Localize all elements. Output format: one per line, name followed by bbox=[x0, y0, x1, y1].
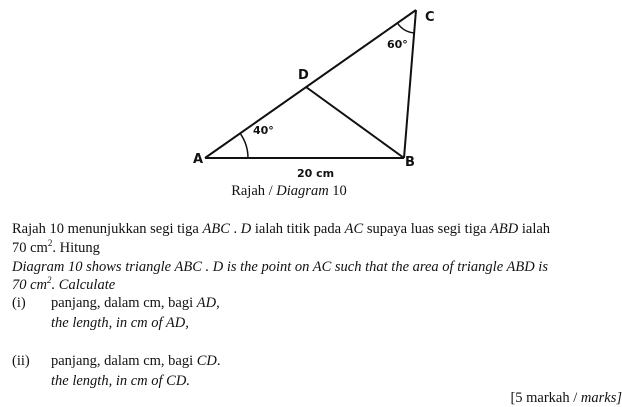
question-malay-line-2: 70 $cm^2$. Hitung bbox=[12, 238, 100, 256]
question-english-line-2: 70 $cm^2$. Calculate bbox=[12, 275, 116, 293]
side-length-ab: 20 cm bbox=[297, 167, 335, 180]
part-i-malay: panjang, dalam cm, bagi AD, bbox=[51, 295, 220, 311]
part-ii-number: (ii) bbox=[12, 353, 30, 369]
caption-english: Diagram bbox=[276, 183, 329, 199]
point-label-b: B bbox=[405, 155, 415, 170]
point-label-a: A bbox=[193, 152, 204, 167]
caption-number: 10 bbox=[328, 183, 347, 199]
point-label-d: D bbox=[298, 68, 309, 83]
angle-label-c: 60° bbox=[387, 38, 408, 51]
angle-label-a: 40° bbox=[253, 124, 274, 137]
segment-bd bbox=[306, 87, 404, 158]
marks-allocation: [5 markah / marks] bbox=[510, 390, 622, 406]
angle-arc-c bbox=[397, 23, 414, 33]
part-i-number: (i) bbox=[12, 295, 26, 311]
side-ac bbox=[205, 10, 416, 158]
point-label-c: C bbox=[425, 10, 435, 25]
question-english-line-1: Diagram 10 shows triangle ABC . D is the point on AC such that the area of triangle ABD is bbox=[12, 259, 548, 275]
part-ii-english: the length, in cm of CD. bbox=[51, 373, 190, 389]
triangle-diagram bbox=[0, 0, 616, 190]
part-ii-malay: panjang, dalam cm, bagi CD. bbox=[51, 353, 221, 369]
part-i-english: the length, in cm of AD, bbox=[51, 315, 189, 331]
question-malay-line-1: Rajah 10 menunjukkan segi tiga ABC . D ialah titik pada AC supaya luas segi tiga ABD ialah bbox=[12, 221, 551, 237]
angle-arc-a bbox=[240, 133, 248, 158]
caption-malay: Rajah / bbox=[231, 183, 277, 199]
diagram-caption bbox=[0, 183, 578, 200]
